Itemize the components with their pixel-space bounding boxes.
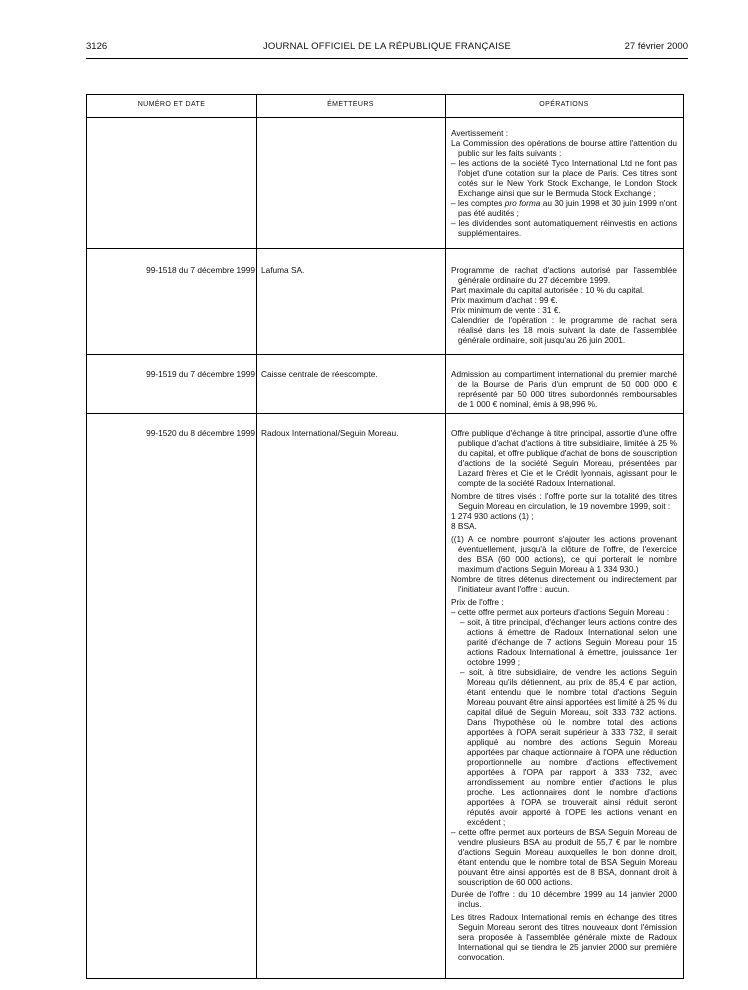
row-divider bbox=[87, 117, 683, 118]
operation-text: Admission au compartiment international du premier marché de la Bourse de Paris d'un emprunt de 50 000 000 € représenté par 50 000 titres subordonnés remboursables de 1 000 € nominal, émis à 98,996 %. bbox=[451, 369, 677, 409]
column-divider bbox=[445, 95, 446, 978]
row-emitter: Caisse centrale de réescompte. bbox=[261, 369, 378, 379]
row-divider bbox=[87, 354, 683, 355]
column-header-emitters: ÉMETTEURS bbox=[327, 101, 374, 108]
operation-text: Nombre de titres détenus directement ou indirectement par l'initiateur avant l'offre : aucun. bbox=[451, 574, 677, 594]
journal-title: JOURNAL OFFICIEL DE LA RÉPUBLIQUE FRANÇAISE bbox=[262, 41, 512, 52]
header-rule bbox=[86, 58, 688, 59]
operation-text: – cette offre permet aux porteurs de BSA Seguin Moreau de vendre plusieurs BSA au produit de 55,7 € par le nombre d'actions Seguin Moreau auxquelles le bon donne droit, étant entendu que le nombre total de BSA Seguin Moreau pouvant être ainsi apportés est de 8 BSA, donnant droit à souscription de 60 000 actions. bbox=[451, 827, 677, 887]
warning-title: Avertissement : bbox=[451, 128, 509, 138]
operation-text: – cette offre permet aux porteurs d'actions Seguin Moreau : bbox=[451, 607, 670, 617]
operation-text: – soit, à titre principal, d'échanger leurs actions contre des actions à émettre de Radoux International selon une parité d'échange de 7 actions Seguin Moreau pour 15 actions Radoux International à émettre, jouissance 1er octobre 1999 ; bbox=[460, 617, 677, 667]
operation-text: Prix maximum d'achat : 99 €. bbox=[451, 295, 558, 305]
row-operations bbox=[451, 265, 677, 345]
column-header-operations: OPÉRATIONS bbox=[539, 101, 589, 108]
issue-date: 27 février 2000 bbox=[624, 41, 688, 52]
row-warning-operations bbox=[451, 128, 677, 238]
operation-text: 8 BSA. bbox=[451, 521, 477, 531]
row-number-date: 99-1518 du 7 décembre 1999 bbox=[146, 265, 255, 275]
row-emitter: Radoux International/Seguin Moreau. bbox=[261, 428, 399, 438]
operation-text: Prix minimum de vente : 31 €. bbox=[451, 305, 561, 315]
operation-text: La Commission des opérations de bourse attire l'attention du public sur les faits suivants : bbox=[451, 138, 677, 158]
page-header bbox=[86, 41, 688, 55]
operation-text: Offre publique d'échange à titre principal, assortie d'une offre publique d'achat d'actions à titre subsidiaire, limitée à 25 % du capital, et offre publique d'achat de bons de souscription d'actions de la société Seguin Moreau, présentées par Lazard frères et Cie et le Crédit lyonnais, agissant pour le compte de la société Radoux International. bbox=[451, 428, 677, 488]
row-number-date: 99-1519 du 7 décembre 1999 bbox=[146, 369, 255, 379]
operation-text: Prix de l'offre : bbox=[451, 597, 504, 607]
column-divider bbox=[256, 95, 257, 978]
row-number-date: 99-1520 du 8 décembre 1999 bbox=[146, 428, 255, 438]
operation-text: – les dividendes sont automatiquement réinvestis en actions supplémentaires. bbox=[451, 218, 677, 238]
operation-text: Part maximale du capital autorisée : 10 % du capital. bbox=[451, 285, 645, 295]
operation-text: – les comptes pro forma au 30 juin 1998 et 30 juin 1999 n'ont pas été audités ; bbox=[451, 198, 677, 218]
operation-text: Nombre de titres visés : l'offre porte sur la totalité des titres Seguin Moreau en circulation, le 19 novembre 1999, soit : bbox=[451, 491, 677, 511]
operation-text: – soit, à titre subsidiaire, de vendre les actions Seguin Moreau qu'ils détiennent, au prix de 85,4 € par action, étant entendu que le nombre total d'actions Seguin Moreau pouvant être ainsi apportées est limité à 25 % du capital dilué de Seguin Moreau, soit 333 732 actions. Dans l'hypothèse où le nombre total des actions apportées à l'OPA serait supérieur à 333 732, il serait appliqué au nombre des actions Seguin Moreau apportées par chaque actionnaire à l'OPA une réduction proportionnelle au nombre d'actions effectivement apportées à l'OPA par rapport à 333 732, avec arrondissement au nombre entier d'actions le plus proche. Les actionnaires dont le nombre d'actions apportées à l'OPA se trouverait ainsi réduit seront réputés avoir apporté à l'OPE les actions venant en excédent ; bbox=[460, 667, 677, 827]
operations-table bbox=[86, 94, 684, 979]
operation-text: Durée de l'offre : du 10 décembre 1999 au 14 janvier 2000 inclus. bbox=[451, 889, 677, 909]
operation-footnote: ((1) A ce nombre pourront s'ajouter les actions provenant éventuellement, jusqu'à la clôture de l'offre, de l'exercice des BSA (60 000 actions), ce qui porterait le nombre maximum d'actions Seguin Moreau à 1 334 930.) bbox=[451, 534, 677, 574]
row-divider bbox=[87, 413, 683, 414]
operation-text: 1 274 930 actions (1) ; bbox=[451, 511, 534, 521]
operation-text: Programme de rachat d'actions autorisé par l'assemblée générale ordinaire du 27 décembre 1999. bbox=[451, 265, 677, 285]
operation-text: Les titres Radoux International remis en échange des titres Seguin Moreau seront des titres nouveaux dont l'émission sera proposée à l'assemblée générale mixte de Radoux International qui se tiendra le 25 janvier 2000 sur première convocation. bbox=[451, 912, 677, 962]
row-operations bbox=[451, 428, 677, 965]
operation-text: – les actions de la société Tyco International Ltd ne font pas l'objet d'une cotation sur la place de Paris. Ces titres sont cotés sur le New York Stock Exchange, le London Stock Exchange ainsi que sur le Bermuda Stock Exchange ; bbox=[451, 158, 677, 198]
row-emitter: Lafuma SA. bbox=[261, 265, 305, 275]
column-header-number-date: NUMÉRO ET DATE bbox=[137, 101, 206, 108]
operation-text: Calendrier de l'opération : le programme de rachat sera réalisé dans les 18 mois suivant la date de l'assemblée générale ordinaire, soit jusqu'au 26 juin 2001. bbox=[451, 315, 677, 345]
row-operations bbox=[451, 369, 677, 409]
row-divider bbox=[87, 248, 683, 249]
page-number: 3126 bbox=[86, 41, 108, 52]
